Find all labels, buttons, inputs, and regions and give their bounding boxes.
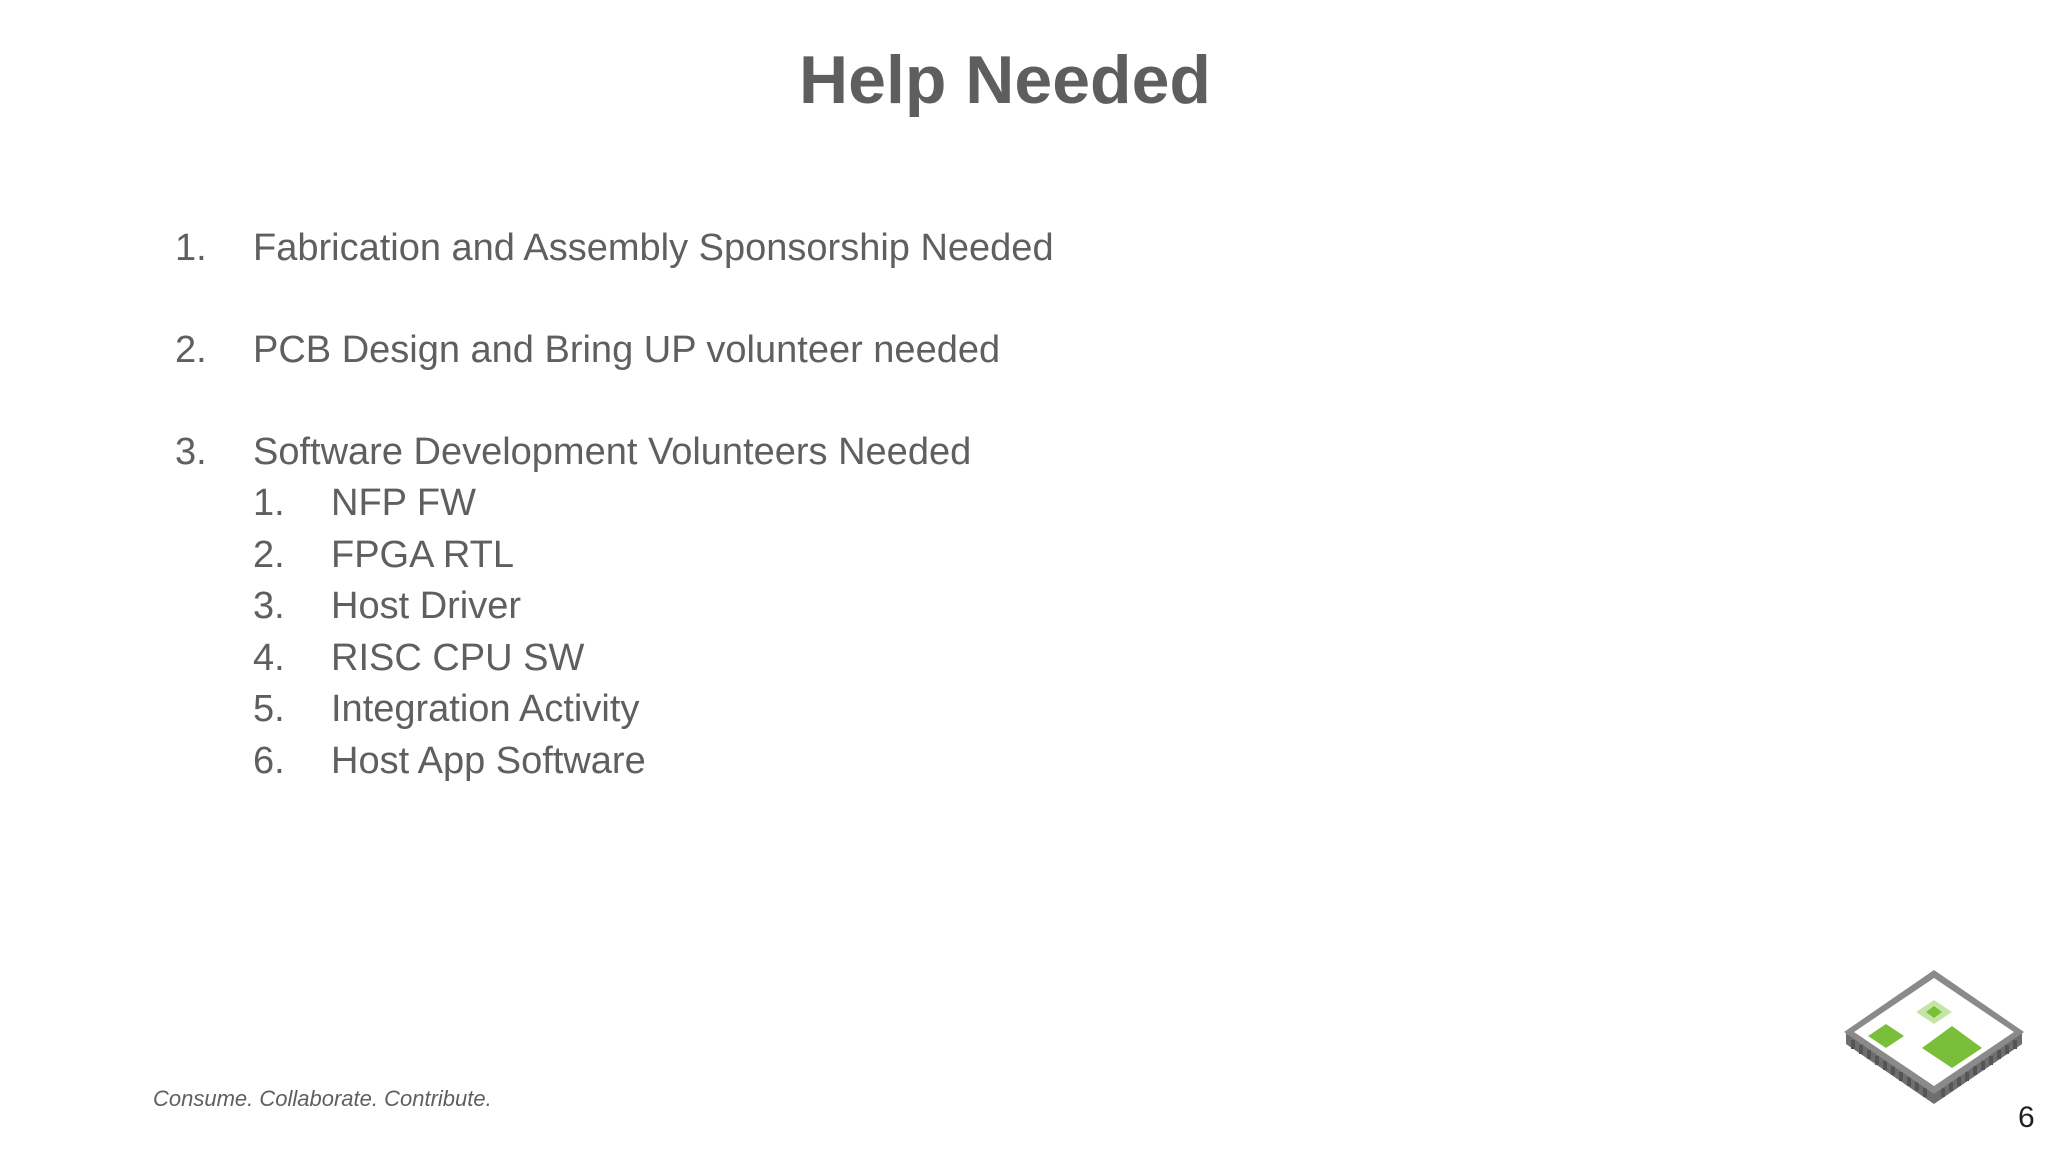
sub-list-item xyxy=(175,736,1675,788)
list-item-number: 2. xyxy=(175,329,207,371)
sub-list-item-text: NFP FW xyxy=(331,482,476,524)
sub-list-item-number: 3. xyxy=(253,585,285,627)
sub-list-item xyxy=(175,684,1675,736)
slide-content xyxy=(175,222,1675,787)
list-item-number: 3. xyxy=(175,431,207,473)
sub-list-item xyxy=(175,478,1675,530)
list-item-text: PCB Design and Bring UP volunteer needed xyxy=(253,329,1001,371)
sub-list-item-number: 5. xyxy=(253,688,285,730)
footer-tagline: Consume. Collaborate. Contribute. xyxy=(153,1086,492,1111)
sub-list-item-text: Host App Software xyxy=(331,739,646,782)
chip-logo-icon xyxy=(1838,962,2030,1114)
sub-list-item-number: 2. xyxy=(253,533,285,576)
list-item-number: 1. xyxy=(175,227,207,269)
sub-list-item-number: 6. xyxy=(253,739,285,782)
sub-list-item-text: FPGA RTL xyxy=(331,533,515,576)
list-item xyxy=(175,324,1675,376)
sub-list-item xyxy=(175,633,1675,685)
list-item xyxy=(175,222,1675,274)
sub-list-item-text: Integration Activity xyxy=(331,688,640,730)
sub-list-item-number: 1. xyxy=(253,482,285,524)
sub-list-item-number: 4. xyxy=(253,636,285,679)
sub-list-item-text: Host Driver xyxy=(331,585,522,627)
list-item-text: Software Development Volunteers Needed xyxy=(253,431,972,473)
slide-title: Help Needed xyxy=(799,42,1211,118)
page-number: 6 xyxy=(2018,1101,2035,1134)
sub-list-item xyxy=(175,530,1675,582)
sub-list-item-text: RISC CPU SW xyxy=(331,636,585,679)
list-item xyxy=(175,426,1675,478)
sub-list-item xyxy=(175,581,1675,633)
list-item-text: Fabrication and Assembly Sponsorship Needed xyxy=(253,227,1054,269)
